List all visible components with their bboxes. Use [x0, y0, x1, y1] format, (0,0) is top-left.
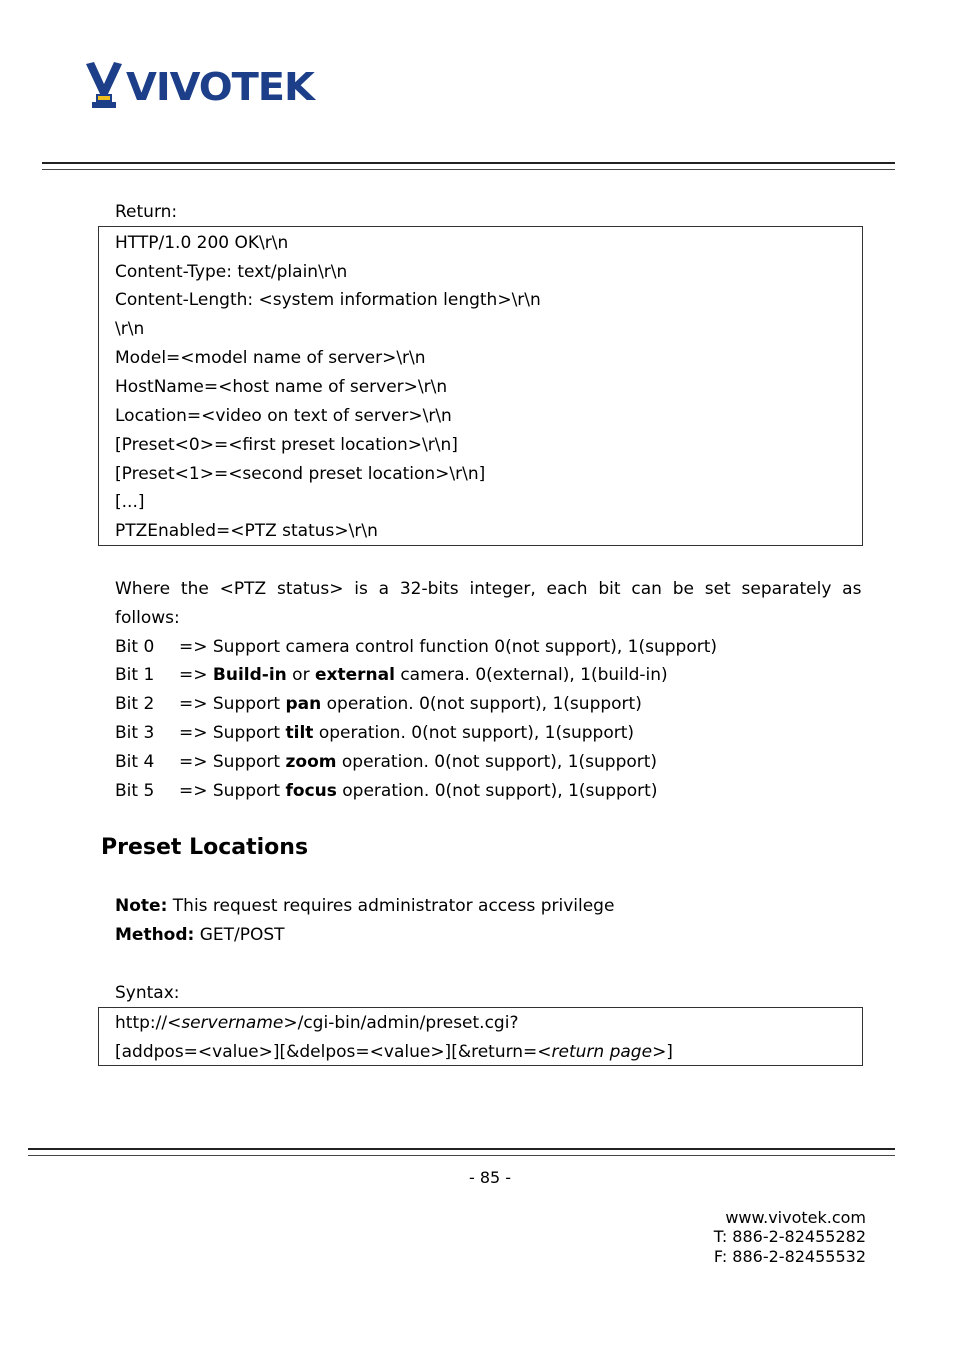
- bit-row: [115, 752, 657, 772]
- bit-row: [115, 781, 657, 801]
- syntax-line: [115, 1042, 673, 1062]
- code-line: [Preset<0>=<first preset location>\r\n]: [115, 435, 458, 455]
- method-line: [115, 925, 285, 945]
- bit-label: Bit 0: [115, 637, 155, 657]
- ptz-description: Where the <PTZ status> is a 32-bits integer, each bit can be set separately as: [115, 579, 862, 599]
- code-line: PTZEnabled=<PTZ status>\r\n: [115, 521, 378, 541]
- footer-website: www.vivotek.com: [725, 1208, 866, 1227]
- code-line: Content-Type: text/plain\r\n: [115, 262, 348, 282]
- bit-keyword: tilt: [285, 723, 314, 743]
- page-number: - 85 -: [468, 1168, 512, 1187]
- section-heading: Preset Locations: [101, 835, 309, 860]
- bit-text: operation. 0(not support), 1(support): [336, 752, 658, 772]
- bit-text: => Support: [179, 723, 286, 743]
- return-code-box: [98, 226, 863, 546]
- code-line: Location=<video on text of server>\r\n: [115, 406, 452, 426]
- logo-text: VIVOTEK: [126, 65, 314, 109]
- syntax-label: Syntax:: [115, 983, 180, 1003]
- bit-keyword: pan: [285, 694, 322, 714]
- bit-text: => Support camera control function 0(not support), 1(support): [179, 637, 718, 657]
- ptz-description-cont: follows:: [115, 608, 180, 628]
- header-rule: [42, 162, 895, 170]
- bit-text: => Support: [179, 752, 286, 772]
- bit-text: => Support: [179, 694, 286, 714]
- syntax-placeholder: servername: [181, 1013, 284, 1033]
- bit-label: Bit 5: [115, 781, 155, 801]
- bit-text: => Support: [179, 781, 286, 801]
- syntax-code-box: [98, 1007, 863, 1066]
- bit-label: Bit 4: [115, 752, 155, 772]
- bit-text: =>: [179, 665, 213, 685]
- code-line: [Preset<1>=<second preset location>\r\n]: [115, 464, 486, 484]
- bit-text: operation. 0(not support), 1(support): [321, 694, 642, 714]
- bit-row: [115, 723, 634, 743]
- bit-keyword: focus: [285, 781, 337, 801]
- bit-row: [115, 665, 668, 685]
- method-label: Method:: [115, 925, 195, 945]
- footer-rule: [28, 1148, 895, 1156]
- bit-label: Bit 3: [115, 723, 155, 743]
- syntax-part: >/cgi-bin/admin/preset.cgi?: [283, 1013, 519, 1033]
- code-line: [...]: [115, 492, 145, 512]
- code-line: Model=<model name of server>\r\n: [115, 348, 426, 368]
- code-line: Content-Length: <system information length>\r\n: [115, 290, 541, 310]
- bit-row: [115, 694, 642, 714]
- bit-text: camera. 0(external), 1(build-in): [394, 665, 668, 685]
- bit-text: operation. 0(not support), 1(support): [336, 781, 658, 801]
- bit-label: Bit 1: [115, 665, 155, 685]
- bit-keyword: external: [314, 665, 395, 685]
- bit-row: [115, 637, 717, 657]
- bit-keyword: Build-in: [212, 665, 287, 685]
- method-text: GET/POST: [194, 925, 285, 945]
- bit-keyword: zoom: [285, 752, 337, 772]
- vivotek-logo: [84, 60, 314, 112]
- note-line: [115, 896, 614, 916]
- note-label: Note:: [115, 896, 168, 916]
- syntax-part: [addpos=<value>][&delpos=<value>][&return=<: [115, 1042, 552, 1062]
- return-label: Return:: [115, 202, 178, 222]
- code-line: HTTP/1.0 200 OK\r\n: [115, 233, 289, 253]
- logo-mark-icon: [84, 60, 124, 112]
- code-line: \r\n: [115, 319, 145, 339]
- bit-text: operation. 0(not support), 1(support): [313, 723, 635, 743]
- bit-label: Bit 2: [115, 694, 155, 714]
- syntax-placeholder: return page: [551, 1042, 653, 1062]
- syntax-part: >]: [652, 1042, 673, 1062]
- bit-text: or: [286, 665, 315, 685]
- note-text: This request requires administrator access privilege: [167, 896, 615, 916]
- syntax-part: http://<: [115, 1013, 182, 1033]
- footer-fax: F: 886-2-82455532: [713, 1247, 866, 1266]
- syntax-line: [115, 1013, 518, 1033]
- footer-phone: T: 886-2-82455282: [713, 1227, 866, 1246]
- code-line: HostName=<host name of server>\r\n: [115, 377, 448, 397]
